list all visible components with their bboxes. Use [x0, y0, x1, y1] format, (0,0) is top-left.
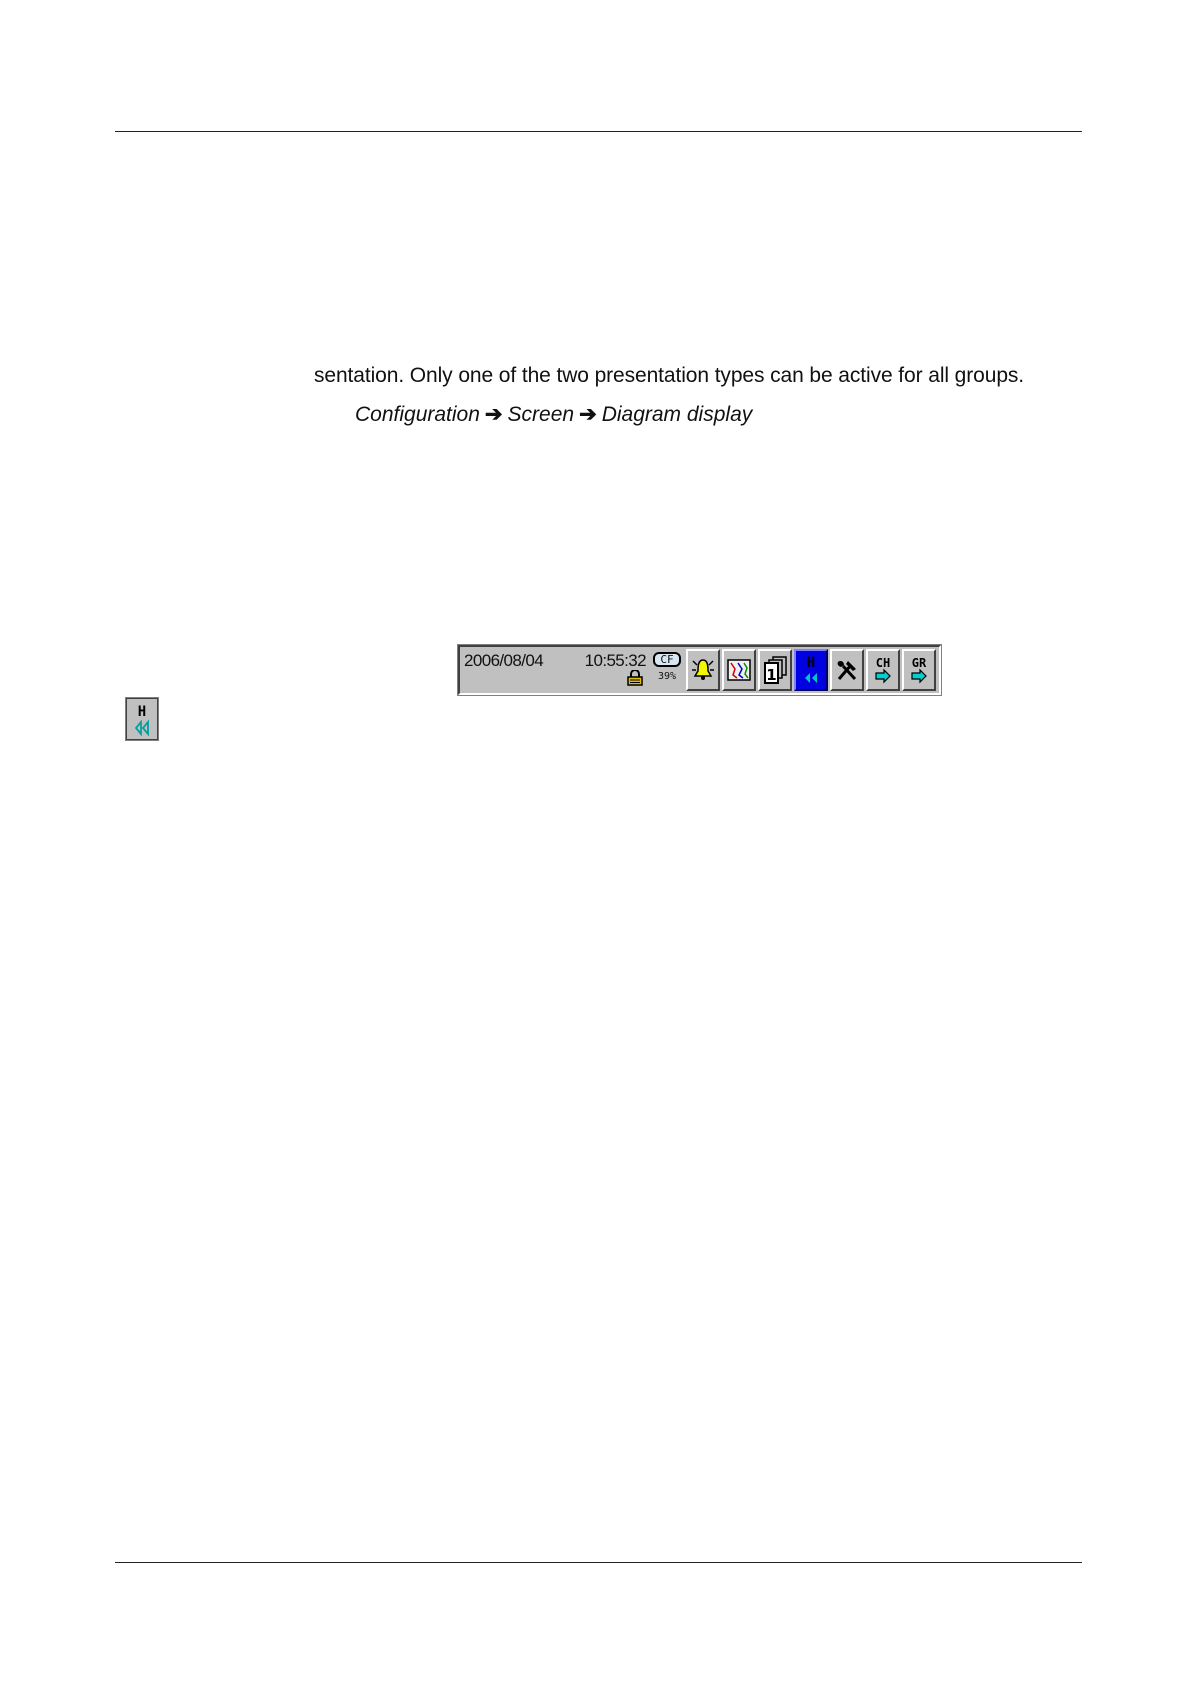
channel-forward-icon — [869, 654, 897, 686]
history-button[interactable] — [794, 649, 828, 691]
channel-label: CH — [875, 656, 891, 670]
lock-icon — [626, 670, 644, 691]
history-rewind-icon — [798, 654, 824, 686]
menu-path — [355, 402, 752, 427]
diagram-display-button[interactable] — [722, 649, 756, 691]
history-label: H — [137, 704, 147, 720]
menu-path-arrow: ➔ — [484, 403, 503, 426]
cf-card-status[interactable] — [650, 649, 684, 691]
header-rule — [115, 131, 1082, 132]
tools-button[interactable] — [830, 649, 864, 691]
group-pages-icon — [762, 655, 788, 685]
alarm-button[interactable] — [686, 649, 720, 691]
cf-usage-readout: 39% — [657, 671, 677, 682]
menu-path-arrow: ➔ — [579, 403, 597, 426]
body-paragraph: sentation. Only one of the two presentation types can be active for all groups. — [314, 364, 1025, 387]
group-label: GR — [911, 656, 927, 670]
group-pages-button[interactable] — [758, 649, 792, 691]
group-forward-button[interactable] — [902, 649, 936, 691]
footer-rule — [115, 1562, 1082, 1563]
menu-path-item-screen: Screen — [507, 403, 575, 426]
group-forward-icon — [905, 654, 933, 686]
tools-icon — [834, 657, 860, 683]
history-label: H — [806, 655, 816, 671]
history-icon-standalone — [126, 698, 158, 740]
history-rewind-icon — [129, 702, 155, 736]
channel-forward-button[interactable] — [866, 649, 900, 691]
diagram-display-icon — [726, 657, 752, 683]
status-bar — [458, 645, 941, 695]
date-time-display — [462, 649, 648, 691]
menu-path-item-configuration: Configuration — [355, 403, 480, 426]
alarm-bell-icon — [690, 655, 716, 685]
cf-card-icon: CF — [653, 652, 681, 667]
time-readout: 10:55:32 — [584, 651, 646, 670]
group-page-number: 1 — [766, 666, 777, 684]
date-readout: 2006/08/04 — [464, 651, 544, 670]
menu-path-item-diagram-display: Diagram display — [601, 403, 753, 426]
